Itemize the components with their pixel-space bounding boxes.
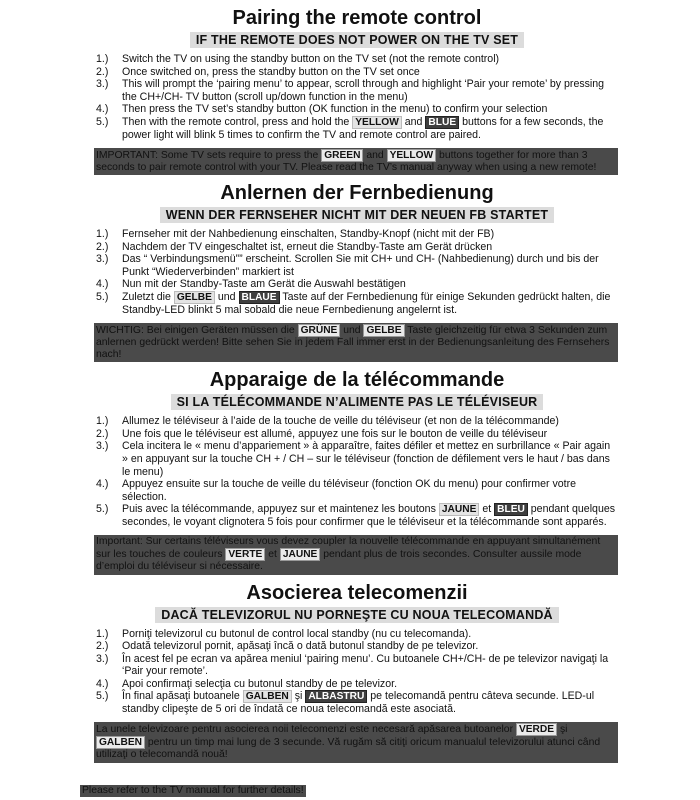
- step-item: 1.) Switch the TV on using the standby button on the TV set (not the remote control): [96, 53, 500, 65]
- important-note: La unele televizoare pentru asocierea noii telecomenzi este necesară apăsarea butoanelor VERDE şi GALBEN pentru un timp mai lung de 3 secunde. Vă rugăm să citiţi oricum manualul televizorului atunci când utilizaţi o telecomandă nouă!: [94, 722, 618, 763]
- step-list: [96, 415, 618, 529]
- section-en: [96, 6, 618, 175]
- key-label-green: GREEN: [321, 149, 363, 162]
- step-item: 1.) Fernseher mit der Nahbedienung einschalten, Standby-Knopf (nicht mit der FB): [96, 227, 495, 240]
- section-title: Pairing the remote control: [232, 7, 482, 29]
- step-item: 3.) Cela incitera le « menu d’appariement » à apparaître, faites défiler et mettez en surbrillance « Pair again » en appuyant sur la touche CH + / CH – sur le téléviseur (fonction de défilement vers le haut / bas dans le menu): [96, 440, 611, 478]
- key-label-yellow: JAUNE: [439, 503, 480, 516]
- key-label-yellow: GALBEN: [243, 690, 292, 703]
- key-label-yellow: JAUNE: [280, 548, 321, 561]
- key-label-blue: BLAUE: [239, 291, 280, 304]
- step-item: 4.) Nun mit der Standby-Taste am Gerät die Auswahl bestätigen: [96, 278, 406, 291]
- key-label-yellow: GALBEN: [96, 736, 145, 749]
- section-subtitle: SI LA TÉLÉCOMMANDE N’ALIMENTE PAS LE TÉLÉVISEUR: [96, 394, 618, 410]
- important-note: IMPORTANT: Some TV sets require to press the GREEN and YELLOW buttons together for more than 3 seconds to pair remote control with your TV. Please read the TV’s manual anyway when using a new remote!: [94, 148, 618, 175]
- key-label-blue: BLUE: [425, 116, 459, 129]
- step-item: 4.) Appuyez ensuite sur la touche de veille du téléviseur (fonction OK du menu) pour confirmer votre sélection.: [96, 478, 577, 503]
- step-list: [96, 53, 618, 142]
- step-item: 4.) Then press the TV set’s standby button (OK function in the menu) to confirm your selection: [96, 103, 548, 116]
- key-label-yellow: GELBE: [363, 324, 404, 337]
- step-item: 4.) Apoi confirmaţi selecţia cu butonul standby de pe televizor.: [96, 677, 398, 690]
- key-label-yellow: YELLOW: [352, 116, 402, 129]
- key-label-green: VERTE: [225, 548, 265, 561]
- step-item: 3.) Das “ Verbindungsmenü”” erscheint. Scrollen Sie mit CH+ und CH- (Nahbedienung) durch und bis der Punkt “Wiederverbinden” markiert ist: [96, 253, 599, 278]
- section-title: Anlernen der Fernbedienung: [220, 181, 494, 204]
- step-item: 3.) În acest fel pe ecran va apărea meniul ‘pairing menu’. Cu butoanele CH+/CH- de pe televizor navigaţi la ‘Pair your remote’.: [96, 652, 609, 678]
- step-item: 2.) Une fois que le téléviseur est allumé, appuyez une fois sur le bouton de veille du téléviseur: [96, 427, 548, 440]
- key-label-green: GRÜNE: [298, 324, 341, 337]
- step-list: [96, 228, 618, 317]
- section-de: [96, 181, 618, 362]
- important-note: Important: Sur certains téléviseurs vous devez coupler la nouvelle télécommande en appuyant simultanément sur les touches de couleurs VERTE et JAUNE pendant plus de trois secondes. Consulter aussile mode d’emploi du téléviseur si nécessaire.: [94, 535, 618, 575]
- key-label-yellow: GELBE: [174, 291, 215, 304]
- step-item: 1.) Porniţi televizorul cu butonul de control local standby (nu cu telecomanda).: [96, 627, 472, 640]
- step-item: 5.) Zuletzt die GELBE und BLAUE Taste auf der Fernbedienung für einige Sekunden gedrückt halten, die Standby-LED blinkt 5 mal sobald die neue Fernbedienung angelernt ist.: [96, 290, 611, 316]
- section-title: Apparaige de la télécommande: [209, 369, 505, 392]
- important-note: WICHTIG: Bei einigen Geräten müssen die GRÜNE und GELBE Taste gleichzeitig für etwa 3 Sekunden zum anlernen gedrückt werden! Bitte sehen Sie in jedem Fall immer erst in der Bedienungsanleitung des Fernsehers nach!: [94, 323, 618, 363]
- step-list: [96, 628, 618, 717]
- section-subtitle: WENN DER FERNSEHER NICHT MIT DER NEUEN FB STARTET: [96, 207, 618, 223]
- section-subtitle: IF THE REMOTE DOES NOT POWER ON THE TV SET: [96, 32, 618, 48]
- step-item: 5.) În final apăsaţi butoanele GALBEN şi ALBASTRU pe telecomandă pentru câteva secunde. LED-ul standby clipeşte de 5 ori de îndată ce noua telecomandă este asociată.: [96, 690, 595, 716]
- key-label-blue: BLEU: [494, 503, 528, 516]
- step-item: 2.) Nachdem der TV eingeschaltet ist, erneut die Standby-Taste am Gerät drücken: [96, 240, 493, 253]
- step-item: 5.) Then with the remote control, press and hold the YELLOW and BLUE buttons for a few seconds, the power light will blink 5 times to confirm the TV and remote control are paired.: [96, 115, 604, 141]
- step-item: 1.) Allumez le téléviseur à l’aide de la touche de veille du téléviseur (et non de la télécommande): [96, 415, 559, 428]
- section-ro: [96, 581, 618, 763]
- key-label-green: VERDE: [516, 723, 557, 736]
- section-subtitle: DACĂ TELEVIZORUL NU PORNEŞTE CU NOUA TELECOMANDĂ: [96, 607, 618, 623]
- footer-note: Please refer to the TV manual for further details!: [82, 785, 304, 796]
- step-item: 5.) Puis avec la télécommande, appuyez sur et maintenez les boutons JAUNE et BLEU pendant quelques secondes, le voyant clignotera 5 fois pour confirmer que le téléviseur et la télécommande sont apparés.: [96, 503, 616, 529]
- step-item: 3.) This will prompt the ‘pairing menu’ to appear, scroll through and highlight ‘Pair your remote’ by pressing the CH+/CH- TV button (scroll up/down function in the menu): [96, 78, 605, 103]
- step-item: 2.) Once switched on, press the standby button on the TV set once: [96, 65, 420, 78]
- key-label-blue: ALBASTRU: [305, 690, 367, 703]
- section-fr: [96, 368, 618, 574]
- key-label-yellow: YELLOW: [387, 149, 437, 162]
- section-title: Asocierea telecomenzii: [246, 581, 468, 604]
- step-item: 2.) Odată televizorul pornit, apăsaţi încă o dată butonul standby de pe televizor.: [96, 640, 479, 653]
